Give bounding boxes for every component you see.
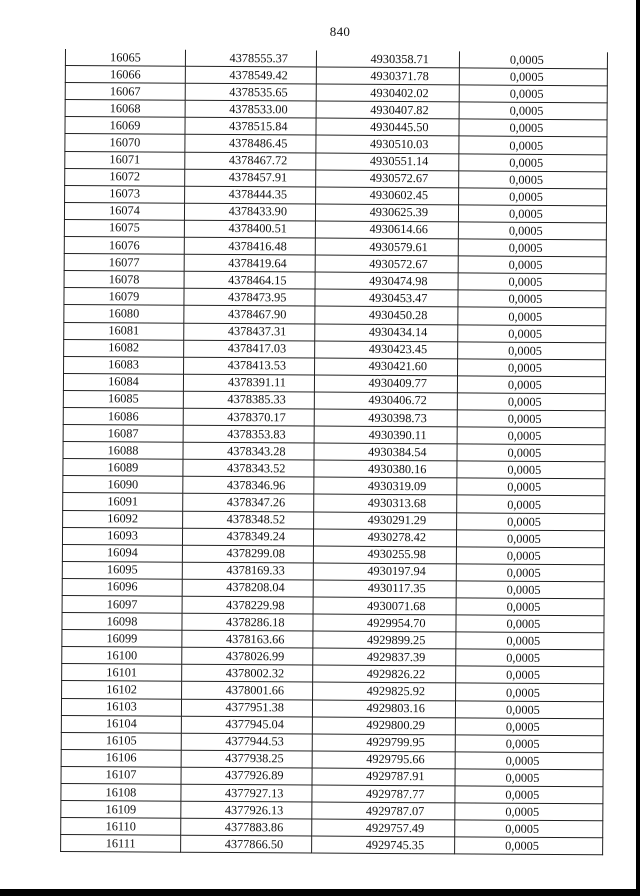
x-coordinate-cell: 4378515.84 — [185, 118, 316, 136]
y-coordinate-cell: 4930117.35 — [313, 580, 456, 598]
x-coordinate-cell: 4378370.17 — [183, 408, 314, 426]
tolerance-cell: 0,0005 — [455, 803, 603, 821]
tolerance-cell: 0,0005 — [455, 735, 603, 753]
y-coordinate-cell: 4930434.14 — [315, 324, 458, 342]
y-coordinate-cell: 4929837.39 — [313, 648, 456, 666]
point-number-cell: 16074 — [64, 202, 184, 220]
x-coordinate-cell: 4378169.33 — [182, 562, 313, 580]
point-number-cell: 16067 — [65, 83, 185, 101]
table-body — [61, 49, 608, 855]
coordinates-table — [60, 49, 608, 856]
x-coordinate-cell: 4378348.52 — [183, 511, 314, 529]
x-coordinate-cell: 4378473.95 — [184, 289, 315, 307]
point-number-cell: 16096 — [62, 578, 182, 596]
point-number-cell: 16098 — [62, 613, 182, 631]
y-coordinate-cell: 4930071.68 — [313, 597, 456, 615]
tolerance-cell: 0,0005 — [456, 530, 604, 548]
x-coordinate-cell: 4378286.18 — [182, 613, 313, 631]
point-number-cell: 16078 — [64, 271, 184, 289]
y-coordinate-cell: 4930572.67 — [315, 255, 458, 273]
tolerance-cell: 0,0005 — [457, 427, 605, 445]
x-coordinate-cell: 4378385.33 — [183, 391, 314, 409]
x-coordinate-cell: 4378467.90 — [184, 306, 315, 324]
x-coordinate-cell: 4378486.45 — [185, 135, 316, 153]
point-number-cell: 16101 — [62, 664, 182, 682]
x-coordinate-cell: 4378533.00 — [185, 101, 316, 119]
point-number-cell: 16065 — [65, 49, 185, 66]
point-number-cell: 16077 — [64, 254, 184, 272]
tolerance-cell: 0,0005 — [458, 359, 606, 377]
point-number-cell: 16107 — [61, 766, 181, 784]
y-coordinate-cell: 4930291.29 — [314, 512, 457, 530]
x-coordinate-cell: 4377926.13 — [181, 801, 312, 819]
y-coordinate-cell: 4930421.60 — [315, 358, 458, 376]
y-coordinate-cell: 4929954.70 — [313, 614, 456, 632]
tolerance-cell: 0,0005 — [455, 837, 603, 855]
y-coordinate-cell: 4930474.98 — [315, 272, 458, 290]
y-coordinate-cell: 4930406.72 — [314, 392, 457, 410]
point-number-cell: 16084 — [63, 373, 183, 391]
tolerance-cell: 0,0005 — [459, 188, 607, 206]
point-number-cell: 16102 — [62, 681, 182, 699]
x-coordinate-cell: 4378343.52 — [183, 459, 314, 477]
point-number-cell: 16073 — [65, 185, 185, 203]
tolerance-cell: 0,0005 — [457, 376, 605, 394]
y-coordinate-cell: 4930313.68 — [314, 494, 457, 512]
tolerance-cell: 0,0005 — [457, 444, 605, 462]
x-coordinate-cell: 4378419.64 — [184, 254, 315, 272]
tolerance-cell: 0,0005 — [456, 564, 604, 582]
y-coordinate-cell: 4930402.02 — [316, 84, 459, 102]
x-coordinate-cell: 4377944.53 — [181, 733, 312, 751]
tolerance-cell: 0,0005 — [458, 341, 606, 359]
tolerance-cell: 0,0005 — [459, 102, 607, 120]
point-number-cell: 16104 — [61, 715, 181, 733]
tolerance-cell: 0,0005 — [458, 239, 606, 257]
tolerance-cell: 0,0005 — [457, 495, 605, 513]
tolerance-cell: 0,0005 — [456, 683, 604, 701]
x-coordinate-cell: 4378349.24 — [182, 528, 313, 546]
x-coordinate-cell: 4378417.03 — [184, 340, 315, 358]
y-coordinate-cell: 4929899.25 — [313, 631, 456, 649]
x-coordinate-cell: 4378002.32 — [182, 665, 313, 683]
y-coordinate-cell: 4929787.07 — [312, 802, 455, 820]
y-coordinate-cell: 4930358.71 — [316, 51, 459, 68]
tolerance-cell: 0,0005 — [456, 615, 604, 633]
y-coordinate-cell: 4930510.03 — [316, 136, 459, 154]
y-coordinate-cell: 4929757.49 — [312, 819, 455, 837]
tolerance-cell: 0,0005 — [457, 393, 605, 411]
y-coordinate-cell: 4930572.67 — [316, 170, 459, 188]
x-coordinate-cell: 4377883.86 — [181, 818, 312, 836]
x-coordinate-cell: 4377927.13 — [181, 784, 312, 802]
x-coordinate-cell: 4378416.48 — [184, 237, 315, 255]
point-number-cell: 16076 — [64, 237, 184, 255]
point-number-cell: 16100 — [62, 647, 182, 665]
point-number-cell: 16068 — [65, 100, 185, 118]
tolerance-cell: 0,0005 — [456, 666, 604, 684]
tolerance-cell: 0,0005 — [455, 752, 603, 770]
y-coordinate-cell: 4929745.35 — [312, 836, 455, 854]
tolerance-cell: 0,0005 — [458, 324, 606, 342]
y-coordinate-cell: 4929787.91 — [312, 768, 455, 786]
x-coordinate-cell: 4378555.37 — [185, 50, 316, 67]
y-coordinate-cell: 4930398.73 — [314, 409, 457, 427]
point-number-cell: 16083 — [64, 356, 184, 374]
point-number-cell: 16070 — [65, 134, 185, 152]
y-coordinate-cell: 4930384.54 — [314, 443, 457, 461]
y-coordinate-cell: 4929787.77 — [312, 785, 455, 803]
point-number-cell: 16094 — [62, 544, 182, 562]
point-number-cell: 16085 — [63, 390, 183, 408]
tolerance-cell: 0,0005 — [459, 153, 607, 171]
point-number-cell: 16087 — [63, 425, 183, 443]
y-coordinate-cell: 4929825.92 — [313, 682, 456, 700]
coordinates-table-container — [60, 49, 606, 856]
y-coordinate-cell: 4930579.61 — [315, 238, 458, 256]
y-coordinate-cell: 4930450.28 — [315, 306, 458, 324]
y-coordinate-cell: 4930602.45 — [316, 187, 459, 205]
x-coordinate-cell: 4378400.51 — [184, 220, 315, 238]
tolerance-cell: 0,0005 — [456, 632, 604, 650]
tolerance-cell: 0,0005 — [457, 478, 605, 496]
x-coordinate-cell: 4377866.50 — [181, 836, 312, 854]
point-number-cell: 16106 — [61, 749, 181, 767]
y-coordinate-cell: 4930255.98 — [313, 546, 456, 564]
tolerance-cell: 0,0005 — [456, 581, 604, 599]
tolerance-cell: 0,0005 — [455, 820, 603, 838]
point-number-cell: 16110 — [61, 818, 181, 836]
y-coordinate-cell: 4930551.14 — [316, 153, 459, 171]
tolerance-cell: 0,0005 — [458, 307, 606, 325]
point-number-cell: 16095 — [62, 561, 182, 579]
tolerance-cell: 0,0005 — [459, 136, 607, 154]
y-coordinate-cell: 4930380.16 — [314, 460, 457, 478]
x-coordinate-cell: 4378026.99 — [182, 648, 313, 666]
y-coordinate-cell: 4930423.45 — [315, 341, 458, 359]
y-coordinate-cell: 4930197.94 — [313, 563, 456, 581]
tolerance-cell: 0,0005 — [458, 205, 606, 223]
point-number-cell: 16079 — [64, 288, 184, 306]
point-number-cell: 16093 — [62, 527, 182, 545]
y-coordinate-cell: 4929826.22 — [313, 665, 456, 683]
point-number-cell: 16092 — [63, 510, 183, 528]
x-coordinate-cell: 4378437.31 — [184, 323, 315, 341]
y-coordinate-cell: 4930371.78 — [316, 67, 459, 85]
x-coordinate-cell: 4378391.11 — [183, 374, 314, 392]
point-number-cell: 16105 — [61, 732, 181, 750]
page-number: 840 — [329, 24, 351, 39]
y-coordinate-cell: 4930319.09 — [314, 477, 457, 495]
point-number-cell: 16082 — [64, 339, 184, 357]
point-number-cell: 16080 — [64, 305, 184, 323]
point-number-cell: 16069 — [65, 117, 185, 135]
point-number-cell: 16088 — [63, 442, 183, 460]
x-coordinate-cell: 4378444.35 — [185, 186, 316, 204]
x-coordinate-cell: 4377938.25 — [181, 750, 312, 768]
x-coordinate-cell: 4378229.98 — [182, 596, 313, 614]
point-number-cell: 16108 — [61, 784, 181, 802]
y-coordinate-cell: 4930409.77 — [314, 375, 457, 393]
tolerance-cell: 0,0005 — [459, 171, 607, 189]
x-coordinate-cell: 4378163.66 — [182, 630, 313, 648]
point-number-cell: 16099 — [62, 630, 182, 648]
y-coordinate-cell: 4930445.50 — [316, 118, 459, 136]
tolerance-cell: 0,0005 — [459, 51, 607, 68]
x-coordinate-cell: 4378343.28 — [183, 442, 314, 460]
point-number-cell: 16091 — [63, 493, 183, 511]
tolerance-cell: 0,0005 — [458, 273, 606, 291]
y-coordinate-cell: 4929795.66 — [312, 751, 455, 769]
tolerance-cell: 0,0005 — [459, 68, 607, 86]
x-coordinate-cell: 4378549.42 — [185, 66, 316, 84]
x-coordinate-cell: 4378433.90 — [184, 203, 315, 221]
point-number-cell: 16097 — [62, 595, 182, 613]
point-number-cell: 16103 — [61, 698, 181, 716]
y-coordinate-cell: 4930390.11 — [314, 426, 457, 444]
table-row — [61, 835, 603, 855]
tolerance-cell: 0,0005 — [457, 461, 605, 479]
tolerance-cell: 0,0005 — [458, 290, 606, 308]
tolerance-cell: 0,0005 — [456, 547, 604, 565]
tolerance-cell: 0,0005 — [455, 769, 603, 787]
tolerance-cell: 0,0005 — [455, 700, 603, 718]
y-coordinate-cell: 4930453.47 — [315, 289, 458, 307]
point-number-cell: 16075 — [64, 219, 184, 237]
point-number-cell: 16086 — [63, 407, 183, 425]
tolerance-cell: 0,0005 — [455, 718, 603, 736]
x-coordinate-cell: 4378346.96 — [183, 477, 314, 495]
point-number-cell: 16090 — [63, 476, 183, 494]
tolerance-cell: 0,0005 — [459, 85, 607, 103]
point-number-cell: 16071 — [65, 151, 185, 169]
tolerance-cell: 0,0005 — [457, 512, 605, 530]
x-coordinate-cell: 4377945.04 — [181, 716, 312, 734]
tolerance-cell: 0,0005 — [458, 256, 606, 274]
x-coordinate-cell: 4378467.72 — [185, 152, 316, 170]
x-coordinate-cell: 4378353.83 — [183, 425, 314, 443]
x-coordinate-cell: 4378464.15 — [184, 271, 315, 289]
y-coordinate-cell: 4930407.82 — [316, 101, 459, 119]
tolerance-cell: 0,0005 — [458, 222, 606, 240]
x-coordinate-cell: 4378413.53 — [184, 357, 315, 375]
x-coordinate-cell: 4378299.08 — [182, 545, 313, 563]
tolerance-cell: 0,0005 — [455, 786, 603, 804]
point-number-cell: 16089 — [63, 459, 183, 477]
y-coordinate-cell: 4929799.95 — [312, 734, 455, 752]
point-number-cell: 16081 — [64, 322, 184, 340]
point-number-cell: 16066 — [65, 66, 185, 84]
y-coordinate-cell: 4929803.16 — [312, 700, 455, 718]
point-number-cell: 16109 — [61, 801, 181, 819]
y-coordinate-cell: 4930614.66 — [315, 221, 458, 239]
tolerance-cell: 0,0005 — [456, 598, 604, 616]
y-coordinate-cell: 4930278.42 — [313, 529, 456, 547]
x-coordinate-cell: 4378001.66 — [182, 682, 313, 700]
tolerance-cell: 0,0005 — [456, 649, 604, 667]
tolerance-cell: 0,0005 — [457, 410, 605, 428]
tolerance-cell: 0,0005 — [459, 119, 607, 137]
x-coordinate-cell: 4377951.38 — [181, 699, 312, 717]
x-coordinate-cell: 4378457.91 — [185, 169, 316, 187]
x-coordinate-cell: 4378208.04 — [182, 579, 313, 597]
x-coordinate-cell: 4378347.26 — [183, 494, 314, 512]
y-coordinate-cell: 4930625.39 — [315, 204, 458, 222]
point-number-cell: 16072 — [65, 168, 185, 186]
y-coordinate-cell: 4929800.29 — [312, 717, 455, 735]
x-coordinate-cell: 4377926.89 — [181, 767, 312, 785]
point-number-cell: 16111 — [61, 835, 181, 853]
x-coordinate-cell: 4378535.65 — [185, 83, 316, 101]
